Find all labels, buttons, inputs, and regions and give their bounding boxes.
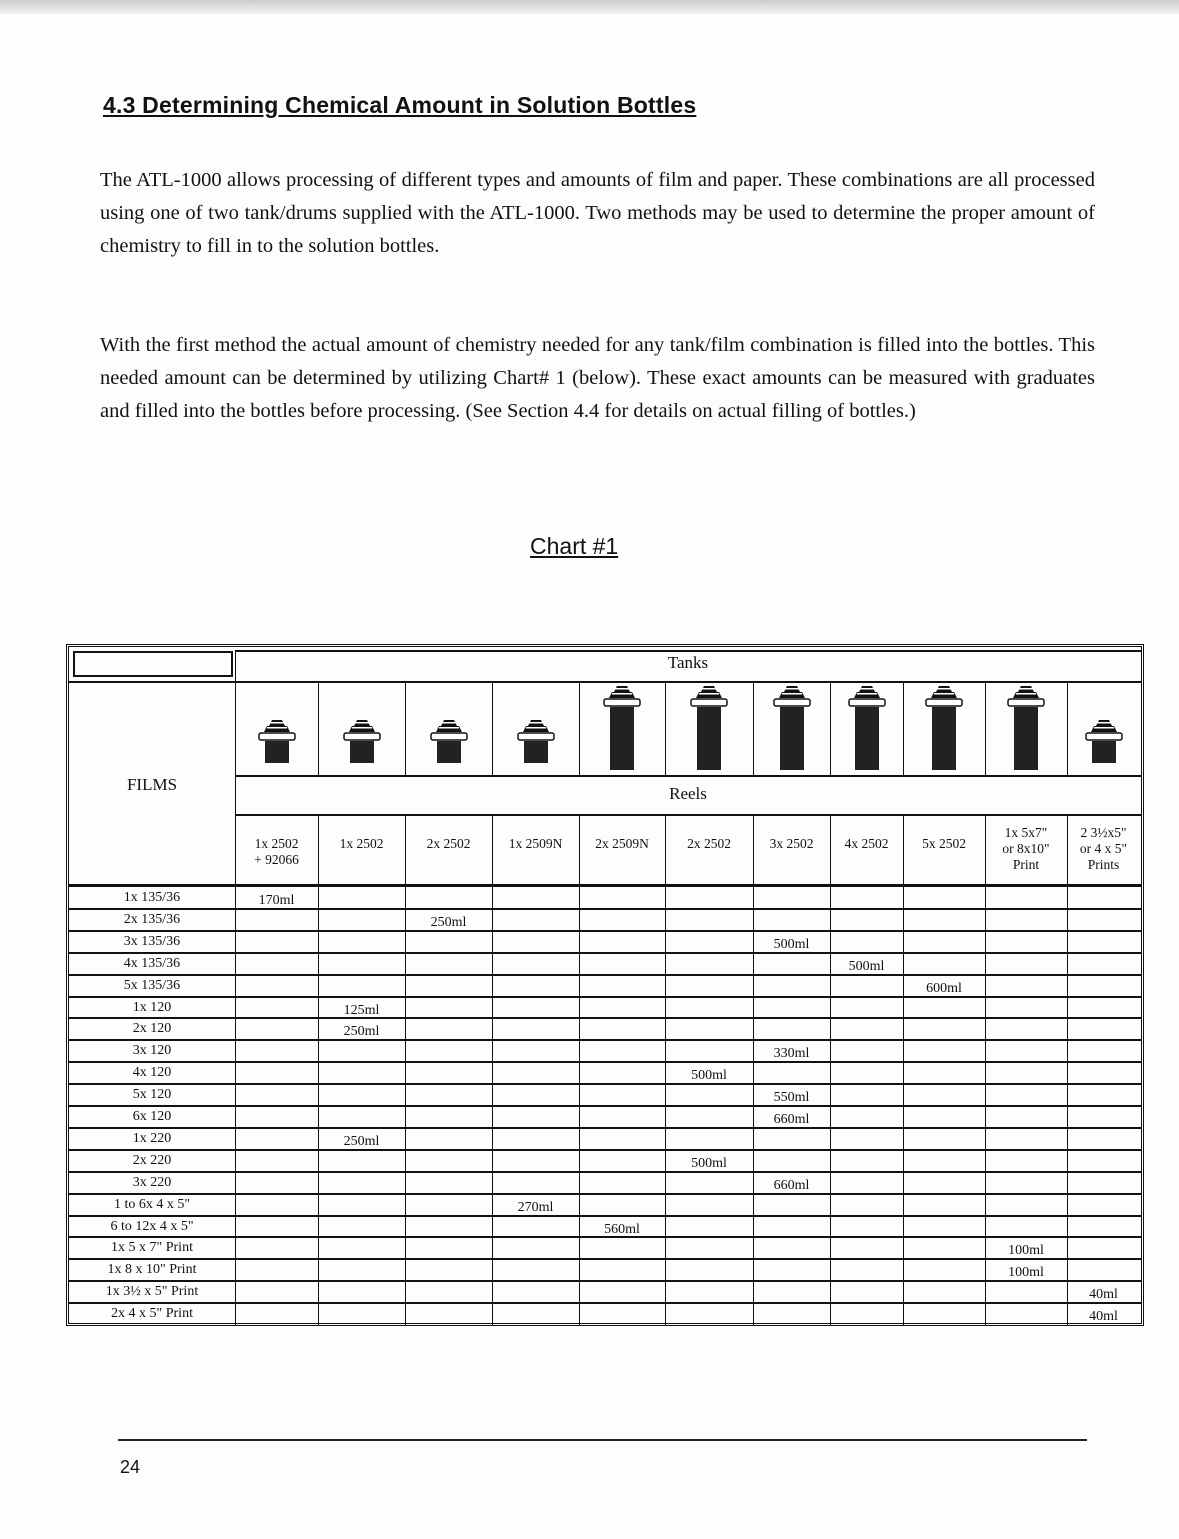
film-label: 5x 120 [132, 1087, 172, 1103]
film-label: 3x 220 [132, 1174, 172, 1190]
scan-edge [0, 0, 1179, 14]
page-number: 24 [120, 1457, 141, 1477]
column-header: 2 3½x5" or 4 x 5" Prints [1079, 825, 1128, 872]
amount-cell: 270ml [517, 1199, 554, 1215]
grid-line [69, 1302, 1141, 1304]
small-tank-icon [514, 718, 558, 772]
grid-line [69, 1127, 1141, 1129]
column-header: 5x 2502 [922, 836, 966, 851]
amount-cell: 660ml [773, 1112, 810, 1127]
grid-line [69, 1017, 1141, 1019]
small-tank-icon [1082, 718, 1126, 772]
small-tank-icon [255, 718, 299, 772]
grid-line [69, 974, 1141, 976]
grid-line [405, 681, 406, 775]
film-label: 1x 120 [132, 999, 172, 1015]
tall-tank-icon [845, 684, 889, 779]
film-label: 2x 135/36 [123, 911, 181, 927]
film-label: 1x 5 x 7" Print [111, 1240, 193, 1256]
film-label: 1x 220 [132, 1130, 172, 1146]
grid-line [69, 1061, 1141, 1063]
grid-line [830, 814, 831, 1325]
film-label: 5x 135/36 [123, 977, 181, 993]
column-header: 1x 5x7" or 8x10" Print [1002, 825, 1050, 872]
film-label: 1x 135/36 [123, 890, 181, 905]
grid-line [1067, 814, 1068, 1325]
amount-cell: 500ml [691, 1068, 727, 1084]
grid-line [69, 1083, 1141, 1085]
grid-line [753, 681, 754, 775]
column-header: 2x 2502 [426, 836, 471, 851]
film-label: 1x 8 x 10" Print [107, 1262, 197, 1278]
grid-line [903, 681, 904, 775]
grid-line [903, 814, 904, 1325]
grid-line [69, 996, 1141, 998]
grid-line [69, 1039, 1141, 1041]
column-header: 3x 2502 [769, 836, 814, 851]
paragraph-1: The ATL-1000 allows processing of different types and amounts of film and paper. These combinations are all processed using one of two tank/drums supplied with the ATL-1000. Two methods may be used to determine the proper amount of chemistry to fill in to the solution bottles. [100, 169, 1095, 257]
grid-line [69, 1280, 1141, 1282]
grid-line [69, 1193, 1141, 1195]
grid-line [69, 908, 1141, 910]
column-header: 2x 2509N [595, 836, 649, 851]
amount-cell: 100ml [1008, 1243, 1044, 1259]
amount-cell: 100ml [1008, 1265, 1044, 1281]
amount-cell: 40ml [1089, 1309, 1118, 1325]
grid-line [69, 1149, 1141, 1151]
paragraph-2: With the first method the actual amount of chemistry needed for any tank/film combination is filled into the bottles. This needed amount can be determined by utilizing Chart# 1 (below). These exact amounts can be measured with graduates and filled into the bottles before processing. (See Section 4.4 for details on actual filling of bottles.) [100, 334, 1095, 422]
amount-cell: 560ml [604, 1221, 640, 1237]
amount-cell: 600ml [926, 980, 962, 996]
column-header: 1x 2509N [508, 836, 563, 851]
grid-line [69, 1105, 1141, 1107]
film-label: 1 to 6x 4 x 5" [113, 1196, 191, 1212]
film-label: 4x 120 [132, 1065, 172, 1081]
grid-line [69, 930, 1141, 932]
film-label: 3x 120 [132, 1043, 172, 1059]
film-label: 2x 220 [132, 1152, 172, 1168]
film-label: 6x 120 [132, 1109, 172, 1124]
grid-line [579, 814, 580, 1325]
grid-line [985, 681, 986, 775]
grid-line [69, 1171, 1141, 1173]
grid-line [579, 681, 580, 775]
amount-cell: 170ml [258, 893, 295, 908]
film-label: 4x 135/36 [123, 955, 181, 971]
grid-line [69, 681, 1141, 683]
grid-line [235, 650, 236, 1325]
tall-tank-icon [687, 684, 731, 779]
amount-cell: 550ml [773, 1090, 810, 1106]
films-label: FILMS [126, 775, 178, 794]
tall-tank-icon [770, 684, 814, 779]
grid-line [1067, 681, 1068, 775]
amount-cell: 125ml [343, 1002, 380, 1018]
film-label: 2x 4 x 5" Print [111, 1306, 193, 1322]
film-label: 1x 3½ x 5" Print [105, 1284, 199, 1300]
amount-cell: 250ml [430, 914, 467, 930]
amount-cell: 500ml [848, 958, 885, 974]
grid-line [492, 814, 493, 1325]
grid-line [753, 814, 754, 1325]
amount-cell: 250ml [343, 1024, 380, 1040]
chart-title: Chart #1 [530, 533, 619, 559]
grid-line [235, 650, 1141, 652]
amount-cell: 250ml [343, 1133, 380, 1149]
film-label: 2x 120 [132, 1021, 172, 1037]
column-header: 4x 2502 [844, 836, 889, 851]
section-heading: 4.3 Determining Chemical Amount in Solution Bottles [103, 92, 697, 118]
grid-line [69, 884, 1141, 887]
film-label: 6 to 12x 4 x 5" [110, 1218, 194, 1234]
grid-line [830, 681, 831, 775]
grid-line [492, 681, 493, 775]
amount-cell: 330ml [773, 1046, 810, 1062]
tall-tank-icon [600, 684, 644, 779]
grid-line [69, 1258, 1141, 1260]
header-box [73, 651, 233, 677]
amount-cell: 40ml [1089, 1287, 1118, 1303]
grid-line [405, 814, 406, 1325]
tall-tank-icon [1004, 684, 1048, 779]
grid-line [69, 1215, 1141, 1217]
column-header: 1x 2502 + 92066 [254, 836, 299, 867]
small-tank-icon [340, 718, 384, 772]
amount-cell: 660ml [773, 1177, 810, 1193]
grid-line [235, 814, 1141, 816]
grid-line [69, 1236, 1141, 1238]
column-header: 2x 2502 [687, 836, 731, 851]
small-tank-icon [427, 718, 471, 772]
grid-line [318, 814, 319, 1325]
amount-cell: 500ml [691, 1155, 727, 1171]
reels-label: Reels [669, 784, 707, 803]
film-label: 3x 135/36 [123, 933, 181, 949]
tanks-label: Tanks [667, 653, 709, 672]
chemical-amount-table [66, 644, 1144, 1326]
grid-line [318, 681, 319, 775]
tall-tank-icon [922, 684, 966, 779]
amount-cell: 500ml [773, 936, 810, 952]
grid-line [69, 952, 1141, 954]
grid-line [665, 681, 666, 775]
footer-divider [118, 1439, 1087, 1441]
column-header: 1x 2502 [339, 836, 384, 851]
